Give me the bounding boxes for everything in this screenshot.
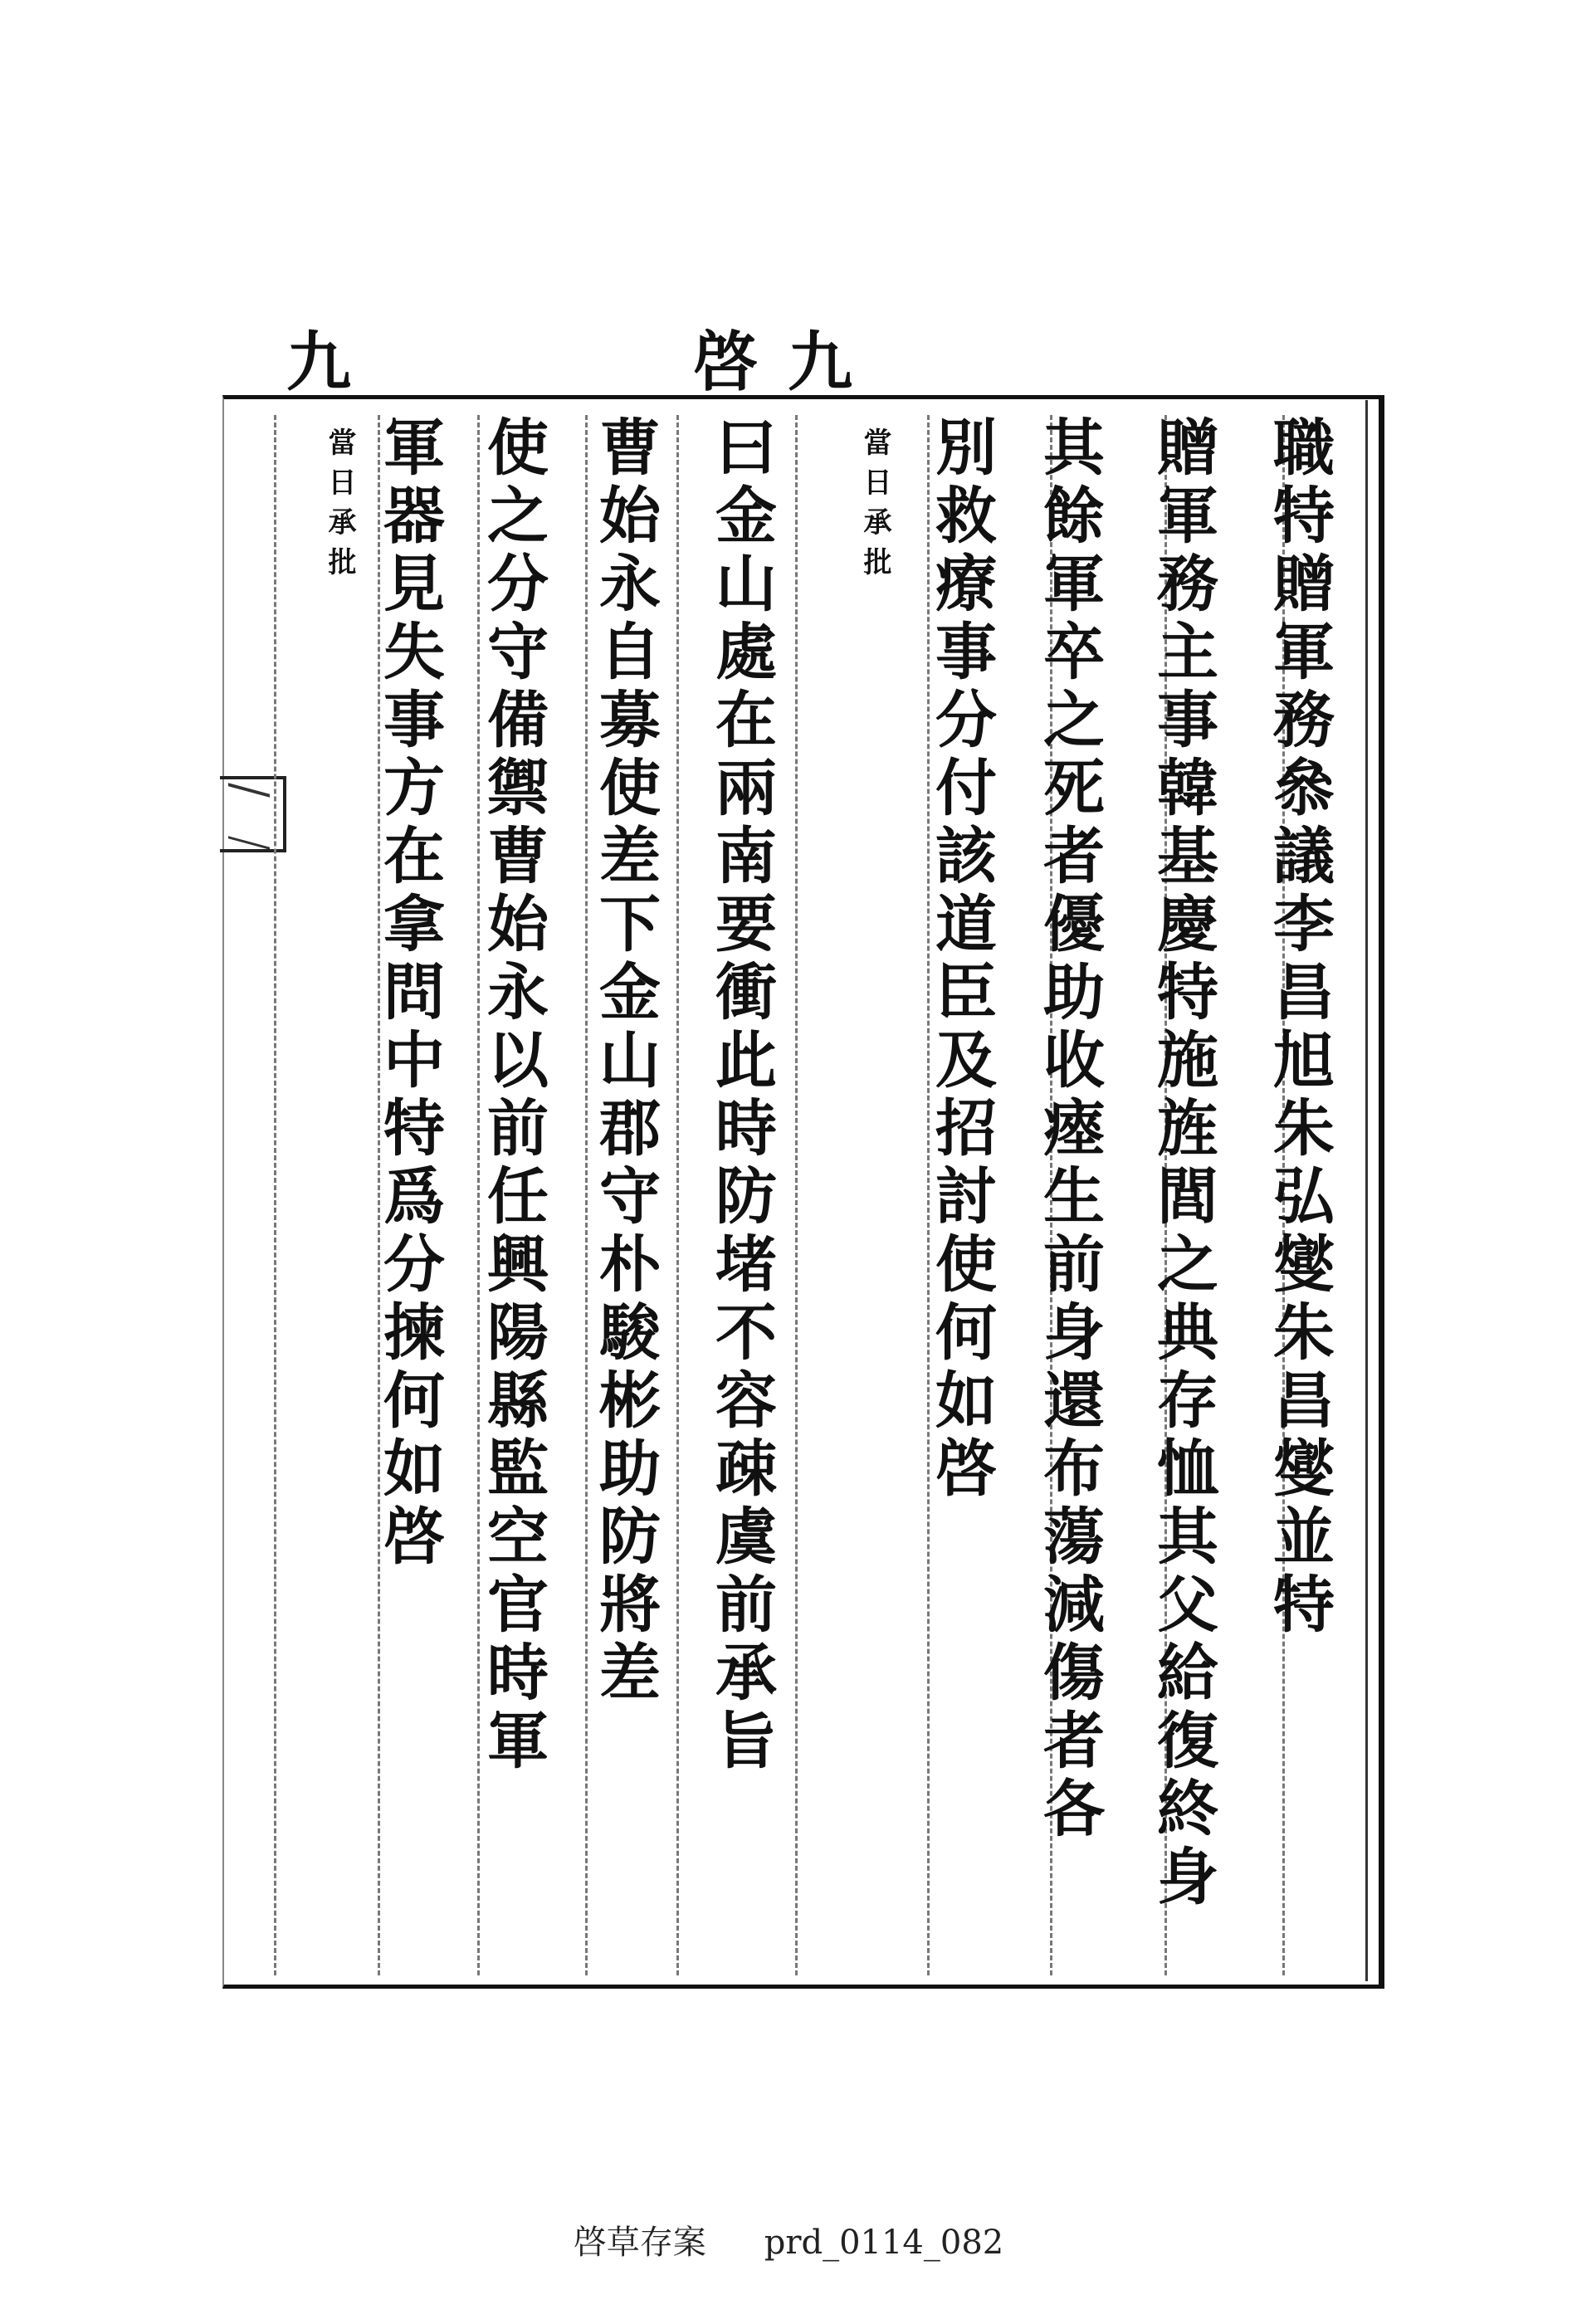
text-column-10-note: 當日承批: [323, 427, 356, 587]
text-column-6: 曰金山處在兩南要衝此時防堵不容疎虞前承旨: [706, 415, 777, 1776]
footer: [0, 2216, 1577, 2263]
text-column-8: 使之分守備禦曹始永以前任興陽縣監空官時軍: [477, 415, 549, 1776]
text-column-4: 別救療事分付該道臣及招討使何如啓: [925, 415, 997, 1504]
footer-code: prd_0114_082: [764, 2224, 1004, 2262]
text-column-9: 軍器見失事方在拿問中特爲分揀何如啓: [374, 415, 445, 1572]
text-column-1: 職特贈軍務叅議李昌旭朱弘燮朱昌燮並特: [1263, 415, 1335, 1640]
header-title: 啓九: [693, 325, 883, 400]
column-rule: [795, 415, 798, 1975]
text-column-5-note: 當日承批: [858, 427, 891, 587]
text-column-2: 贈軍務主事韓基慶特施旌閭之典存恤其父給復終身: [1147, 415, 1218, 1912]
column-rule: [274, 415, 276, 1975]
frame-inner-rule: [1365, 400, 1368, 1981]
text-column-3: 其餘軍卒之死者優助收瘞生前身還布蕩減傷者各: [1033, 415, 1105, 1844]
header-mark-left: 九: [286, 325, 357, 400]
text-column-7: 曹始永自募使差下金山郡守朴駿彬助防將差: [589, 415, 661, 1708]
footer-title: 啓草存案: [573, 2224, 706, 2262]
side-tab-mark: [228, 783, 270, 849]
column-rule: [676, 415, 679, 1975]
